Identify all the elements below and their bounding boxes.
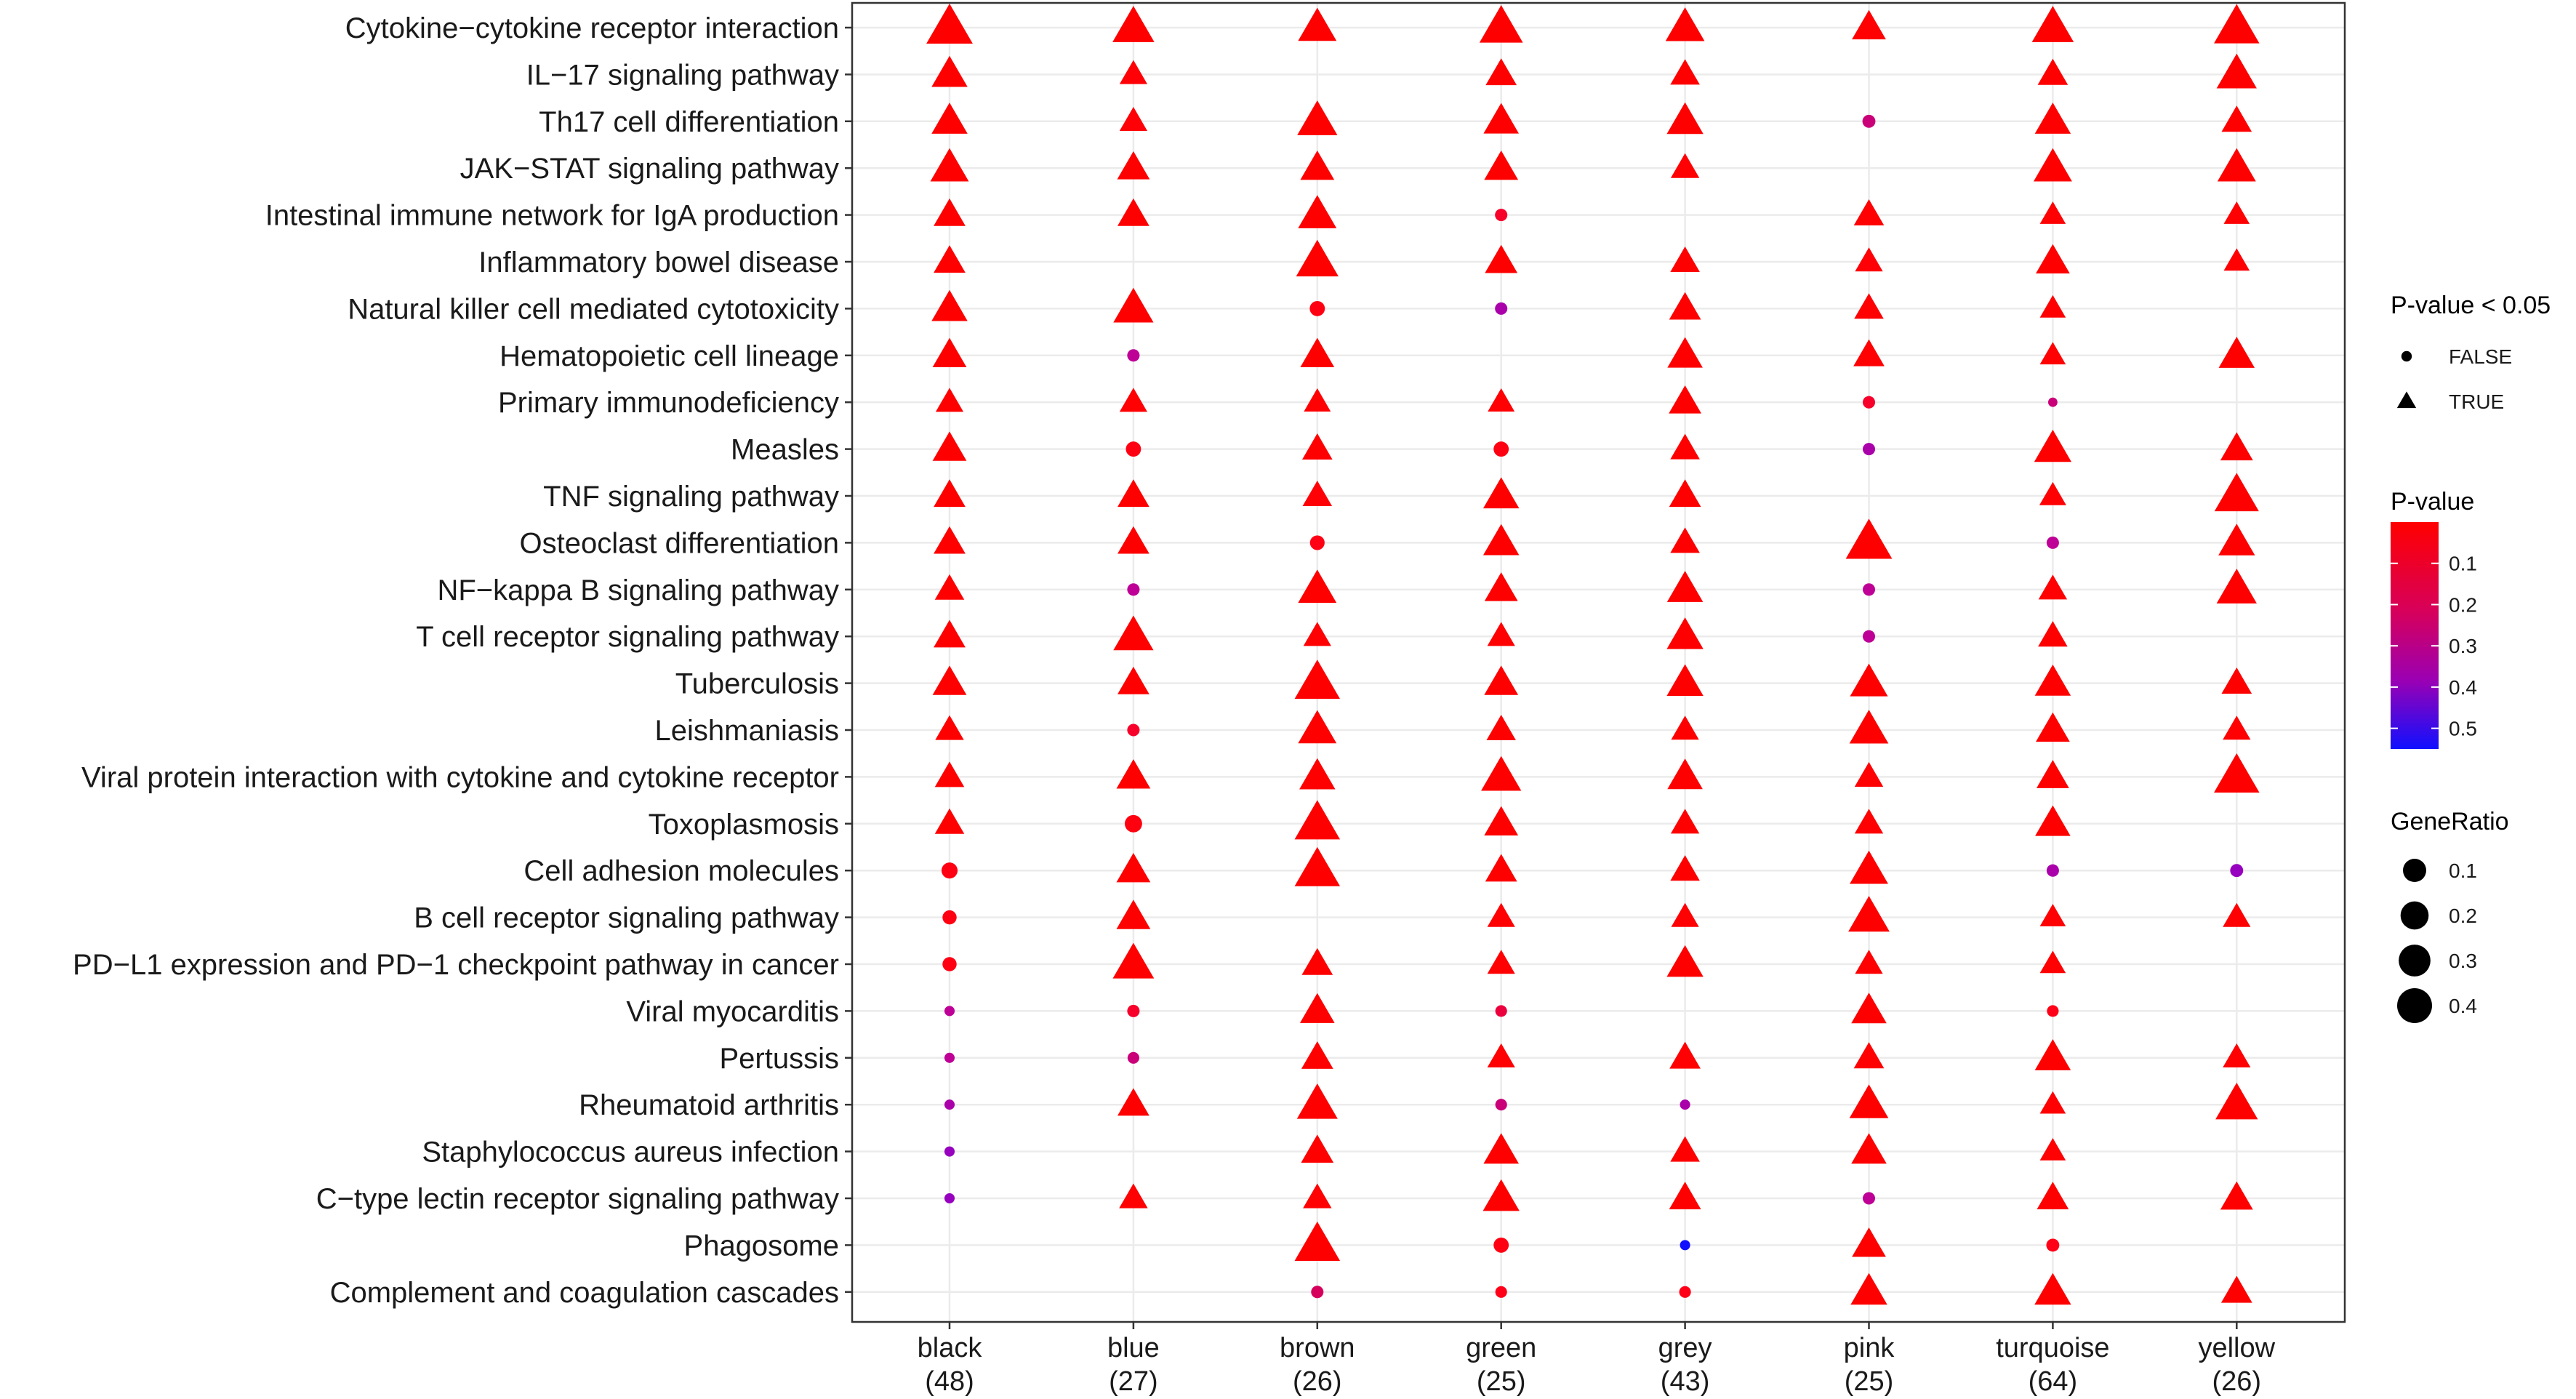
y-tick-label: B cell receptor signaling pathway [414,902,839,934]
legend-circle-icon [2402,351,2412,361]
data-point-triangle [1853,340,1885,366]
data-point-circle [1496,1099,1507,1110]
data-point-circle [1496,1286,1507,1298]
color-legend-label: 0.1 [2449,552,2477,575]
data-point-triangle [1666,617,1703,649]
data-point-triangle [1481,756,1521,791]
x-tick-label: brown [1280,1333,1355,1363]
data-point-triangle [1483,1179,1520,1211]
data-point-triangle [1672,903,1699,927]
data-point-triangle [1670,434,1700,460]
data-point-triangle [1484,806,1518,835]
size-legend-circle-icon [2401,902,2429,930]
data-point-triangle [1854,1042,1885,1068]
data-point-triangle [2035,103,2071,134]
data-point-triangle [2032,6,2074,42]
data-point-triangle [2223,715,2250,739]
x-tick-label: pink [1843,1333,1895,1363]
size-legend-circle-icon [2403,859,2426,882]
data-point-triangle [1488,388,1514,412]
data-point-triangle [1298,569,1336,603]
data-point-triangle [934,479,966,507]
x-tick-label: yellow [2198,1333,2276,1363]
data-point-triangle [1850,664,1887,697]
data-point-triangle [1484,151,1518,180]
y-tick-label: IL−17 signaling pathway [526,59,839,92]
data-point-triangle [935,809,965,834]
data-point-triangle [1670,855,1700,881]
color-legend-label: 0.5 [2449,717,2477,740]
color-legend [2391,488,2477,749]
size-legend-label: 0.4 [2449,995,2477,1017]
data-point-circle [1127,1005,1139,1017]
data-point-circle [2048,398,2058,407]
data-point-triangle [1483,1133,1519,1163]
data-point-triangle [1120,388,1147,412]
y-tick-label: Phagosome [683,1230,839,1262]
data-point-circle [942,957,956,971]
data-point-triangle [933,338,967,367]
data-point-triangle [1669,292,1701,320]
data-point-triangle [2223,903,2250,927]
data-point-triangle [2040,201,2066,224]
y-tick-label: Rheumatoid arthritis [579,1089,839,1122]
data-point-triangle [1855,950,1882,974]
data-point-triangle [2034,1273,2071,1305]
x-tick-label: green [1466,1333,1537,1363]
size-legend-circle-icon [2397,988,2432,1023]
data-point-circle [944,1006,955,1016]
data-point-triangle [1670,59,1700,84]
data-point-triangle [1854,199,1885,225]
x-axis [918,1322,2276,1397]
data-point-triangle [1666,664,1703,696]
data-point-circle [1680,1099,1690,1110]
x-tick-label: blue [1107,1333,1160,1363]
data-point-triangle [2219,337,2255,368]
data-point-triangle [2221,1276,2252,1303]
data-point-triangle [934,199,966,226]
data-point-triangle [1480,5,1523,43]
data-point-triangle [1295,1222,1340,1261]
data-point-circle [2230,864,2243,877]
data-point-triangle [1846,518,1893,558]
data-point-triangle [2215,473,2259,511]
data-point-triangle [1304,622,1331,646]
y-tick-label: C−type lectin receptor signaling pathway [316,1183,839,1215]
data-point-triangle [1855,762,1883,787]
shape-legend [2391,292,2551,413]
data-point-triangle [1850,1273,1887,1305]
x-tick-count-label: (64) [2028,1366,2078,1397]
data-point-triangle [1118,199,1149,226]
data-point-triangle [1303,1184,1331,1208]
data-point-triangle [2223,201,2250,224]
data-point-triangle [2221,668,2252,694]
data-point-triangle [1118,479,1149,507]
data-point-circle [1309,301,1325,316]
size-legend-circle-icon [2399,945,2431,977]
data-point-triangle [1299,758,1336,790]
data-point-triangle [2040,342,2066,364]
data-point-triangle [1300,151,1334,180]
data-point-triangle [1852,10,1886,39]
data-point-triangle [1667,758,1703,789]
legend-triangle-icon [2397,391,2416,408]
x-tick-count-label: (43) [1660,1366,1710,1397]
data-point-triangle [1670,246,1700,272]
data-point-triangle [1119,1184,1147,1208]
data-point-triangle [1118,667,1149,694]
data-point-triangle [1118,1089,1149,1116]
color-legend-title: P-value [2391,488,2475,516]
data-point-circle [1863,396,1875,409]
data-point-triangle [1667,571,1704,602]
data-point-triangle [935,574,965,600]
y-tick-label: JAK−STAT signaling pathway [460,153,839,185]
data-point-triangle [2221,105,2252,132]
data-point-circle [944,1193,955,1203]
y-tick-label: T cell receptor signaling pathway [416,621,839,654]
data-point-triangle [2035,806,2071,836]
data-point-triangle [1667,337,1703,368]
data-point-triangle [1483,524,1520,556]
data-point-triangle [2218,524,2255,556]
data-point-circle [944,1099,955,1110]
data-point-circle [2047,537,2059,549]
data-point-triangle [1300,993,1335,1023]
size-legend-label: 0.1 [2449,859,2477,882]
data-point-triangle [2040,1091,2066,1114]
data-point-triangle [1297,1083,1338,1118]
data-point-triangle [1120,60,1147,84]
shape-legend-title: P-value < 0.05 [2391,292,2551,319]
data-point-triangle [1118,526,1149,554]
data-point-circle [942,862,958,878]
data-point-triangle [2214,753,2259,793]
data-point-circle [1863,583,1875,596]
data-point-triangle [2035,665,2071,696]
data-point-triangle [1848,896,1890,931]
data-point-triangle [2038,621,2068,646]
data-point-triangle [936,388,963,412]
data-point-triangle [933,665,967,694]
data-point-circle [1863,443,1875,455]
y-tick-label: Leishmaniasis [654,715,839,747]
y-tick-label: Viral protein interaction with cytokine and cytokine receptor [81,761,839,794]
data-point-circle [1127,583,1139,596]
data-point-triangle [1488,903,1515,927]
y-tick-label: Toxoplasmosis [648,808,839,841]
data-point-circle [1495,302,1507,315]
x-tick-label: turquoise [1996,1333,2110,1363]
color-legend-label: 0.2 [2449,593,2477,617]
data-point-triangle [2034,430,2071,462]
data-point-triangle [2040,295,2066,318]
data-point-triangle [2037,760,2069,788]
data-point-triangle [1484,665,1518,694]
gridlines [852,3,2345,1322]
data-point-triangle [1295,660,1340,699]
data-point-triangle [2217,54,2257,89]
data-point-triangle [1301,1134,1333,1163]
data-point-circle [1125,815,1142,833]
data-point-triangle [1117,899,1151,929]
data-point-circle [1493,441,1509,457]
data-point-circle [1496,1005,1507,1017]
data-point-triangle [1303,481,1333,506]
x-tick-label: black [917,1333,982,1363]
data-point-triangle [1855,809,1883,833]
data-point-triangle [935,761,965,787]
data-point-triangle [1117,853,1151,882]
data-point-circle [2047,865,2059,877]
x-tick-count-label: (27) [1109,1366,1158,1397]
size-legend [2391,808,2509,1023]
y-tick-label: Cell adhesion molecules [523,855,839,888]
y-tick-label: Th17 cell differentiation [539,105,839,138]
size-legend-label: 0.3 [2449,950,2477,972]
data-point-circle [2046,1238,2059,1251]
y-tick-label: Inflammatory bowel disease [478,246,839,278]
data-point-triangle [2037,1182,2069,1209]
data-point-triangle [1666,103,1703,135]
y-tick-label: Intestinal immune network for IgA production [265,199,839,232]
data-point-triangle [1670,1137,1700,1162]
data-point-triangle [1669,1042,1701,1069]
data-point-triangle [1483,477,1520,508]
data-point-triangle [2220,432,2253,460]
data-point-triangle [2034,148,2072,182]
y-tick-label: Staphylococcus aureus infection [422,1136,839,1168]
data-point-triangle [1485,245,1517,273]
y-tick-label: TNF signaling pathway [543,481,839,513]
data-point-triangle [1485,58,1517,85]
y-axis [73,12,852,1309]
y-tick-label: Osteoclast differentiation [519,527,839,560]
data-point-triangle [1851,1133,1887,1163]
data-point-triangle [1850,851,1888,884]
x-tick-count-label: (25) [1476,1366,1526,1397]
data-point-circle [1493,1238,1509,1253]
data-point-circle [1311,1286,1323,1298]
shape-legend-label: TRUE [2449,390,2505,413]
data-point-triangle [2215,1083,2258,1119]
data-point-triangle [2218,148,2256,182]
data-point-triangle [1485,572,1518,601]
x-tick-count-label: (48) [925,1366,974,1397]
data-point-triangle [1300,338,1334,367]
y-tick-label: Cytokine−cytokine receptor interaction [345,12,839,44]
data-point-triangle [2038,59,2069,85]
data-point-triangle [1485,854,1517,882]
data-point-triangle [1117,151,1149,180]
y-tick-label: Viral myocarditis [626,995,839,1028]
data-point-triangle [2039,482,2066,505]
data-point-triangle [934,245,966,273]
y-tick-label: NF−kappa B signaling pathway [437,574,839,606]
y-tick-label: Pertussis [719,1042,839,1075]
data-point-triangle [1112,943,1154,979]
data-point-triangle [1670,527,1700,553]
data-point-triangle [1304,388,1331,412]
y-tick-label: Tuberculosis [675,668,839,700]
data-point-triangle [2035,1039,2071,1070]
data-point-triangle [2217,569,2257,604]
data-point-triangle [2220,1182,2253,1210]
data-point-triangle [1851,993,1887,1023]
data-point-circle [1680,1286,1691,1298]
data-point-circle [1128,1052,1139,1064]
x-tick-count-label: (26) [1293,1366,1342,1397]
panel-border [852,3,2345,1322]
data-point-triangle [1671,809,1699,833]
y-tick-label: Natural killer cell mediated cytotoxicity [348,293,839,326]
data-point-triangle [2223,1043,2250,1067]
data-point-circle [944,1053,955,1063]
data-point-triangle [1113,288,1153,323]
data-point-triangle [1488,1043,1515,1067]
data-point-triangle [1117,759,1151,788]
data-point-triangle [1669,479,1701,507]
data-point-triangle [933,431,967,460]
data-point-triangle [1488,622,1515,646]
data-point-triangle [1483,103,1519,134]
data-point-triangle [1297,100,1337,135]
data-point-circle [1863,1192,1875,1204]
data-point-triangle [1852,1227,1886,1256]
data-point-triangle [2040,1138,2066,1161]
y-tick-label: Hematopoietic cell lineage [499,340,839,372]
data-point-circle [944,1147,955,1157]
data-point-triangle [934,526,966,554]
data-point-triangle [1302,433,1333,460]
data-point-circle [942,910,956,924]
color-legend-label: 0.4 [2449,676,2477,699]
data-point-triangle [1486,715,1516,740]
data-point-triangle [1488,950,1515,974]
size-legend-label: 0.2 [2449,905,2477,927]
y-tick-label: PD−L1 expression and PD−1 checkpoint pathway in cancer [73,949,839,981]
data-point-circle [1126,441,1141,457]
x-tick-count-label: (26) [2212,1366,2262,1397]
data-point-triangle [2036,244,2070,273]
data-points [926,4,2259,1304]
data-point-triangle [931,56,968,87]
data-point-triangle [1298,8,1336,41]
data-point-triangle [931,148,969,182]
data-point-triangle [2040,951,2066,974]
data-point-triangle [1669,385,1701,414]
data-point-triangle [2040,904,2066,926]
data-point-triangle [2214,4,2259,44]
data-point-circle [2047,1005,2058,1017]
data-point-triangle [934,620,966,648]
data-point-circle [1680,1240,1690,1250]
data-point-triangle [1301,948,1333,975]
data-point-triangle [1669,1182,1701,1209]
data-point-triangle [1850,1084,1889,1118]
data-point-circle [1863,630,1875,643]
size-legend-title: GeneRatio [2391,808,2509,835]
data-point-circle [1310,535,1325,550]
data-point-triangle [931,290,968,321]
color-legend-bar [2391,522,2439,749]
data-point-triangle [1113,616,1153,651]
data-point-triangle [926,4,973,44]
y-tick-label: Measles [731,433,839,466]
y-tick-label: Complement and coagulation cascades [329,1276,839,1309]
data-point-circle [1863,115,1876,128]
shape-legend-label: FALSE [2449,345,2513,368]
data-point-triangle [2036,713,2070,742]
data-point-triangle [1296,240,1339,276]
data-point-triangle [1855,247,1882,271]
data-point-triangle [2039,574,2067,599]
data-point-triangle [1850,710,1889,743]
data-point-triangle [1666,7,1705,41]
data-point-circle [1127,349,1139,361]
data-point-triangle [1672,715,1699,739]
data-point-triangle [1295,847,1340,886]
data-point-triangle [931,103,968,134]
data-point-circle [1127,723,1139,736]
data-point-triangle [2223,249,2250,271]
data-point-triangle [1854,293,1884,318]
data-point-triangle [1666,945,1703,977]
data-point-triangle [935,715,963,740]
color-legend-label: 0.3 [2449,635,2477,658]
data-point-triangle [1298,195,1336,228]
y-tick-label: Primary immunodeficiency [497,387,839,420]
data-point-triangle [1112,6,1155,42]
data-point-triangle [1298,710,1336,744]
x-tick-count-label: (25) [1844,1366,1894,1397]
data-point-triangle [1295,800,1340,839]
data-point-triangle [1671,153,1699,178]
data-point-triangle [1120,107,1147,131]
data-point-triangle [1301,1041,1333,1069]
x-tick-label: grey [1658,1333,1712,1363]
data-point-circle [1495,209,1507,221]
